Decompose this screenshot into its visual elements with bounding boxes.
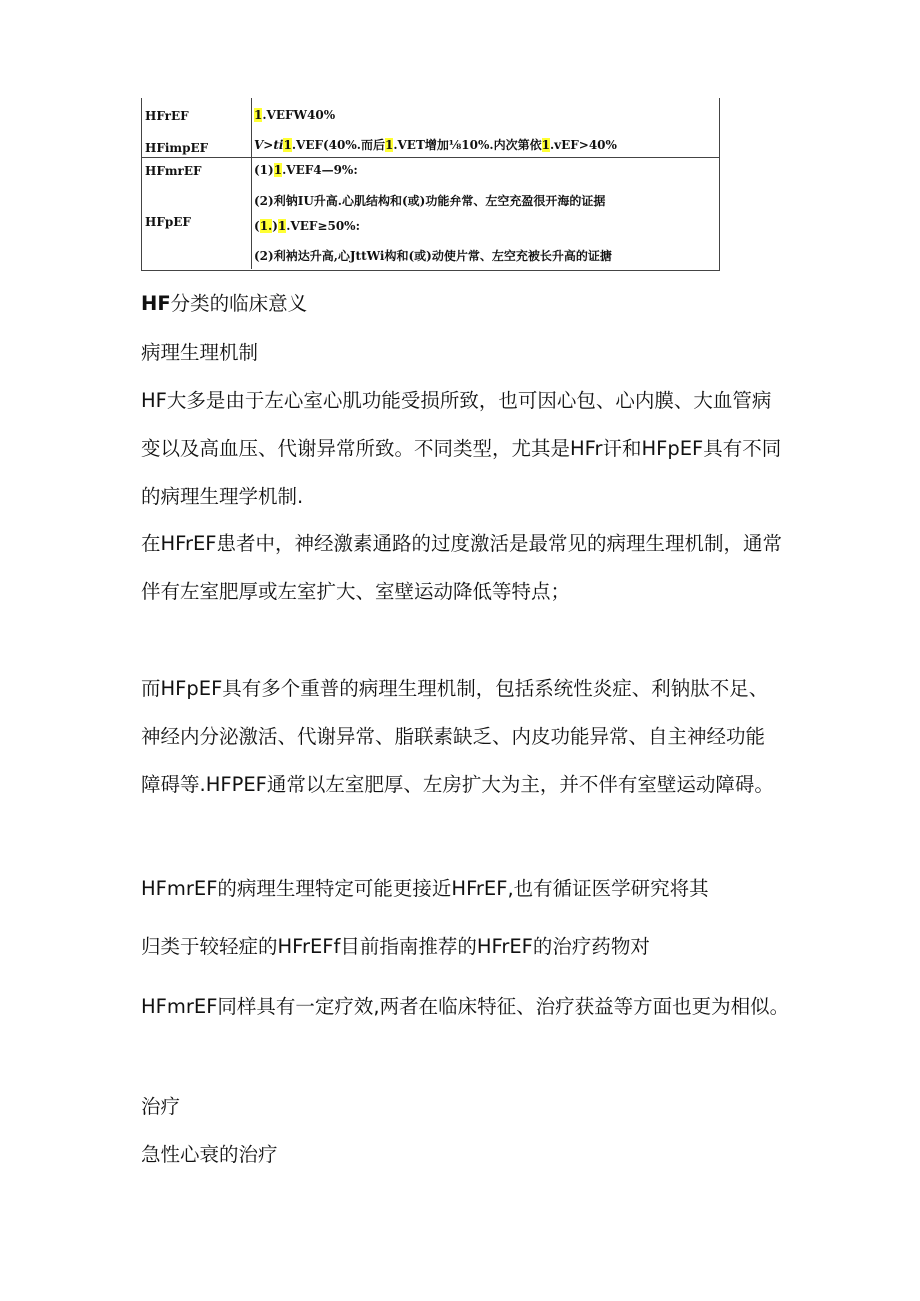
row-label-hfimpef: HFimpEF xyxy=(145,141,209,155)
heading-hf-classification: HF分类的临床意义 xyxy=(141,292,308,315)
highlight-mark: 1 xyxy=(273,163,283,177)
paragraph-1-line-2: 变以及高血压、代谢异常所致。不同类型，尤其是HFr讦和HFpEF具有不同 xyxy=(141,437,782,460)
highlight-mark: 1 xyxy=(283,138,292,152)
row-label-hfpef: HFpEF xyxy=(145,215,191,229)
paragraph-1-line-3: 的病理生理学机制. xyxy=(141,485,304,508)
table-row-divider xyxy=(142,157,719,158)
row-value-hfmref-line2: (2)利钠IU升高.心肌结构和(或)功能弁常、左空充盈很开海的证据 xyxy=(254,194,606,208)
highlight-mark: 1. xyxy=(259,219,273,233)
paragraph-2-line-1: 在HFrEF患者中，神经激素通路的过度激活是最常见的病理生理机制，通常 xyxy=(141,532,783,555)
paragraph-4-line-2: 归类于较轻症的HFrEFf目前指南推荐的HFrEF的治疗药物对 xyxy=(141,935,650,958)
paragraph-1-line-1: HF大多是由于左心室心肌功能受损所致，也可因心包、心内膜、大血管病 xyxy=(141,389,772,412)
highlight-mark: 1 xyxy=(254,108,263,122)
classification-table xyxy=(141,98,720,271)
section-title-treatment: 治疗 xyxy=(141,1095,181,1118)
row-label-hfmref: HFmrEF xyxy=(145,164,202,178)
paragraph-3-line-3: 障碍等.HFPEF通常以左室肥厚、左房扩大为主，并不伴有室壁运动障碍。 xyxy=(141,773,774,796)
paragraph-2-line-2: 伴有左室肥厚或左室扩大、室壁运动降低等特点； xyxy=(141,580,571,603)
paragraph-4-line-1: HFmrEF的病理生理特定可能更接近HFrEF,也有循证医学研究将其 xyxy=(141,877,709,900)
paragraph-4-line-3: HFmrEF同样具有一定疗效,两者在临床特征、治疗获益等方面也更为相似。 xyxy=(141,995,790,1018)
paragraph-3-line-1: 而HFpEF具有多个重普的病理生理机制，包括系统性炎症、利钠肽不足、 xyxy=(141,677,769,700)
row-value-hfmref-line1: (1)1.VEF4—9%: xyxy=(254,163,358,177)
section-title-acute-hf-treatment: 急性心衰的治疗 xyxy=(141,1143,278,1166)
paragraph-3-line-2: 神经内分泌激活、代谢异常、脂联素缺乏、内皮功能异常、自主神经功能 xyxy=(141,725,766,748)
highlight-mark: 1 xyxy=(277,219,287,233)
row-value-hfref: 1.VEFW40% xyxy=(254,108,336,122)
row-value-hfpef-line1: (1.)1.VEF≥50%: xyxy=(254,219,361,233)
section-title-pathophysiology: 病理生理机制 xyxy=(141,341,259,364)
row-label-hfref: HFrEF xyxy=(145,109,189,123)
row-value-hfpef-line2: (2)利衲达升高,心JttWi构和(或)动使片常、左空充被长升高的证搪 xyxy=(254,249,612,263)
table-column-divider xyxy=(251,98,252,269)
highlight-mark: 1 xyxy=(384,138,394,152)
highlight-mark: 1 xyxy=(541,138,550,152)
row-value-hfimpef: V>ti1.VEF(40%.而后1.VET增加⅛10%.内次第依1.vEF>40% xyxy=(254,138,617,152)
